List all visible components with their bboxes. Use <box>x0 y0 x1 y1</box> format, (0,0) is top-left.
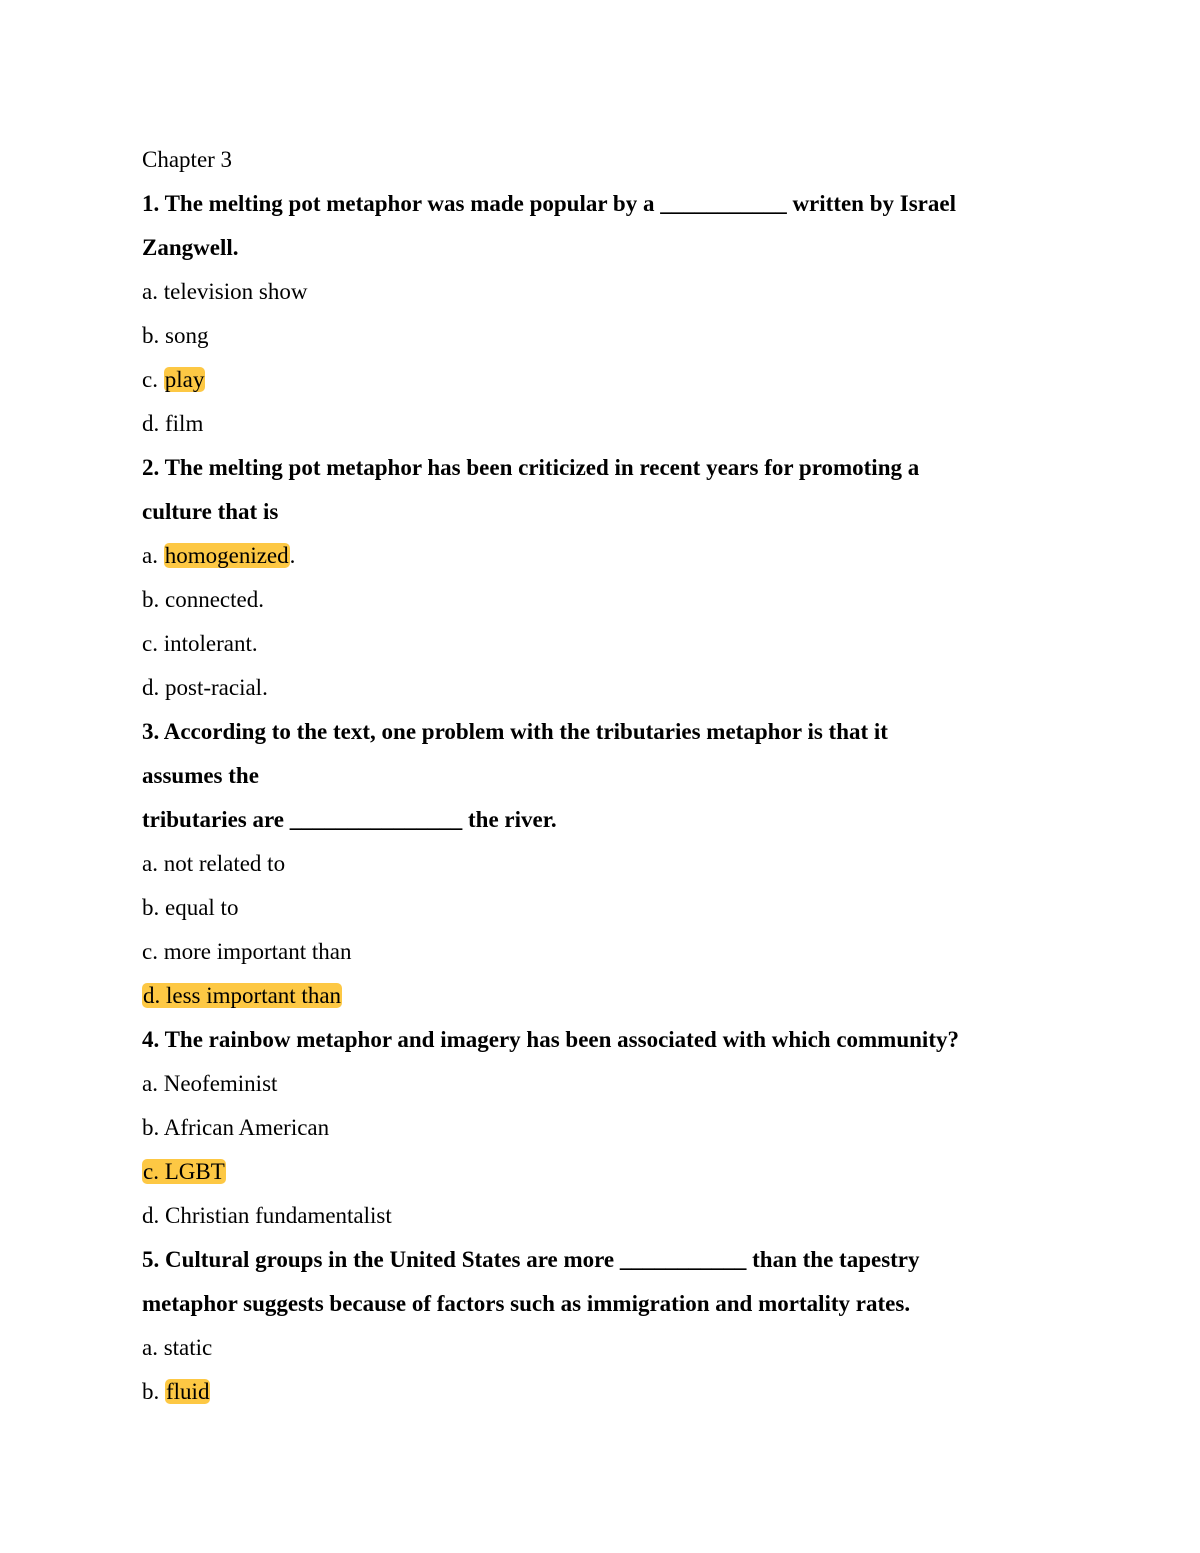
question-stem-line: 3. According to the text, one problem with the tributaries metaphor is that it <box>142 719 888 744</box>
question-stem-line: 1. The melting pot metaphor was made popular by a ___________ written by Israel <box>142 191 956 216</box>
highlighted-answer: LGBT <box>164 1159 225 1184</box>
answer-option <box>142 1194 1062 1238</box>
option-letter: d. <box>142 1203 165 1228</box>
answer-option <box>142 1062 1062 1106</box>
question-stem-line: tributaries are _______________ the river. <box>142 807 557 832</box>
option-letter: a. <box>142 543 164 568</box>
answer-option <box>142 358 1062 402</box>
option-letter: c. <box>142 631 164 656</box>
question-block <box>142 182 1062 446</box>
question-stem-line: assumes the <box>142 763 259 788</box>
answer-option <box>142 270 1062 314</box>
option-text: Neofeminist <box>163 1071 278 1096</box>
highlighted-answer: play <box>164 367 205 392</box>
answer-option <box>142 1326 1062 1370</box>
question-stem-line: Zangwell. <box>142 235 239 260</box>
option-letter: d. <box>143 983 166 1008</box>
option-letter: c. <box>142 939 164 964</box>
answer-option <box>142 974 1062 1018</box>
option-text: more important than <box>163 939 352 964</box>
answer-option <box>142 842 1062 886</box>
option-text: connected. <box>165 587 264 612</box>
highlighted-answer: less important than <box>166 983 342 1008</box>
question-stem-line: metaphor suggests because of factors such as immigration and mortality rates. <box>142 1291 911 1316</box>
option-letter: c. <box>143 1159 165 1184</box>
question-block <box>142 710 1062 1018</box>
option-letter: a. <box>142 279 164 304</box>
option-text: television show <box>163 279 308 304</box>
question-list <box>142 182 1062 1414</box>
option-letter: a. <box>142 1335 164 1360</box>
highlighted-answer: fluid <box>166 1379 210 1404</box>
option-letter: b. <box>142 895 165 920</box>
option-letter: b. <box>142 323 165 348</box>
option-text: Christian fundamentalist <box>165 1203 392 1228</box>
option-letter: d. <box>142 411 165 436</box>
question-stem-line: 2. The melting pot metaphor has been criticized in recent years for promoting a <box>142 455 920 480</box>
answer-option <box>142 886 1062 930</box>
option-letter: b. <box>142 1115 164 1140</box>
answer-option <box>142 930 1062 974</box>
answer-option <box>142 534 1062 578</box>
question-block <box>142 446 1062 710</box>
answer-option <box>142 578 1062 622</box>
answer-option <box>142 1370 1062 1414</box>
option-text: not related to <box>163 851 286 876</box>
chapter-title: Chapter 3 <box>142 147 233 172</box>
option-text: equal to <box>165 895 239 920</box>
answer-option <box>142 666 1062 710</box>
question-stem-line: 4. The rainbow metaphor and imagery has been associated with which community? <box>142 1027 959 1052</box>
option-text: film <box>165 411 204 436</box>
option-text: African American <box>163 1115 330 1140</box>
option-letter: d. <box>142 675 165 700</box>
option-letter: a. <box>142 851 164 876</box>
question-block <box>142 1018 1062 1238</box>
answer-option <box>142 1106 1062 1150</box>
option-text: static <box>163 1335 213 1360</box>
option-text: post-racial. <box>165 675 268 700</box>
option-letter: a. <box>142 1071 164 1096</box>
question-stem-line: 5. Cultural groups in the United States are more ___________ than the tapestry <box>142 1247 920 1272</box>
option-text: song <box>165 323 209 348</box>
answer-option <box>142 402 1062 446</box>
option-letter: b. <box>142 1379 165 1404</box>
answer-option <box>142 314 1062 358</box>
option-letter: c. <box>142 367 164 392</box>
answer-highlight <box>142 983 342 1008</box>
option-letter: b. <box>142 587 165 612</box>
question-block <box>142 1238 1062 1414</box>
option-suffix: . <box>289 543 296 568</box>
answer-option <box>142 1150 1062 1194</box>
question-stem-line: culture that is <box>142 499 279 524</box>
highlighted-answer: homogenized <box>164 543 289 568</box>
document-page <box>142 138 1062 1414</box>
answer-option <box>142 622 1062 666</box>
option-text: intolerant. <box>163 631 258 656</box>
answer-highlight <box>142 1159 226 1184</box>
